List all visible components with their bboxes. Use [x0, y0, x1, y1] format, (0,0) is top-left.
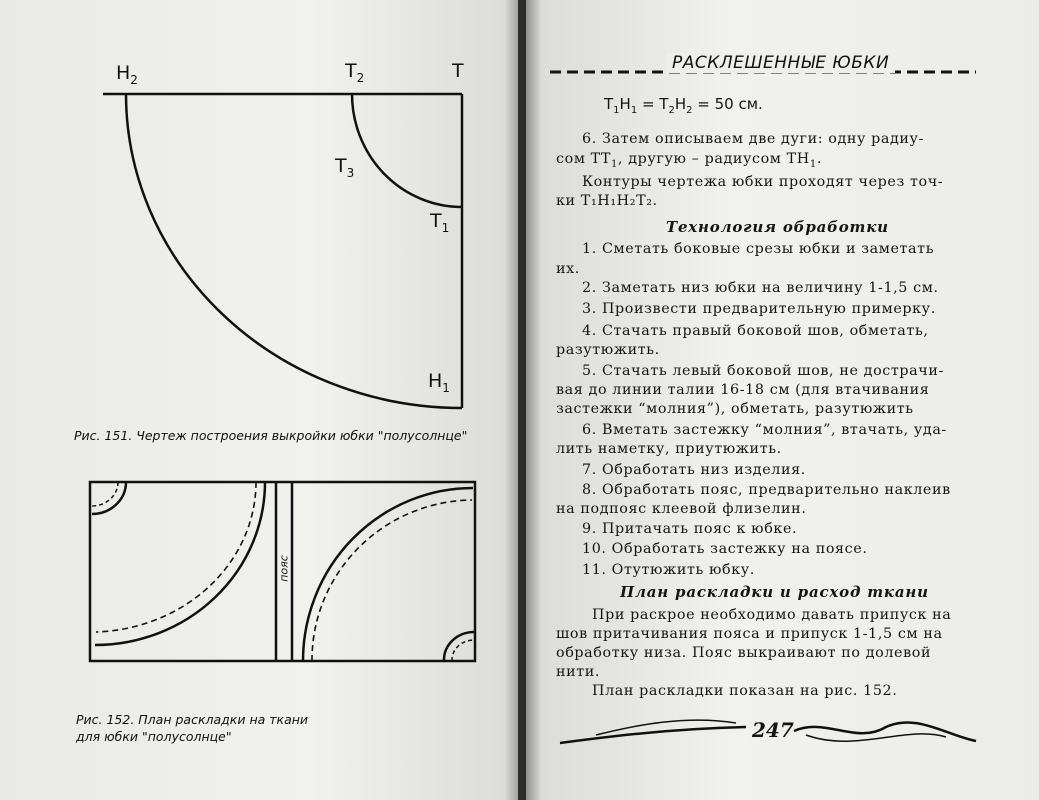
formula: $Т_1Н_1 = Т_2Н_2 = 50$ см.	[604, 95, 763, 116]
plan-reference: План раскладки показан на рис. 152.	[592, 683, 898, 699]
tech-item: 3. Произвести предварительную примерку.	[582, 301, 936, 317]
label-t2: $Т_2$	[345, 60, 365, 85]
step6-line1: 6. Затем описываем две дуги: одну радиу-	[582, 131, 925, 147]
step6-line2: сом $ТТ_1$, другую – радиусом $ТН_1$.	[556, 151, 822, 170]
tech-item-continuation: их.	[556, 261, 580, 277]
tech-heading: Технология обработки	[666, 218, 889, 236]
running-head-rule	[526, 0, 1039, 100]
tech-item: 2. Заметать низ юбки на величину 1-1,5 см.	[582, 280, 939, 296]
label-t1: $Т_1$	[430, 210, 450, 235]
tech-item: 6. Вметать застежку “молния”, втачать, уда-	[582, 422, 947, 438]
tech-item-continuation: вая до линии талии 16-18 см (для втачивания	[556, 382, 930, 398]
plan-paragraph-line: обработку низа. Пояс выкраивают по долевой	[556, 645, 932, 661]
label-t3: $Т_3$	[335, 155, 355, 180]
plan-paragraph-line: нити.	[556, 664, 601, 680]
tech-item: 9. Притачать пояс к юбке.	[582, 521, 798, 537]
plan-paragraph-line: шов притачивания пояса и припуск 1-1,5 см на	[556, 626, 943, 642]
label-t: Т	[452, 60, 464, 82]
belt-label: пояс	[277, 555, 291, 582]
running-head: РАСКЛЕШЕННЫЕ ЮБКИ	[666, 53, 895, 73]
tech-item: 4. Стачать правый боковой шов, обметать,	[582, 323, 929, 339]
right-page	[526, 0, 1039, 800]
tech-item-continuation: разутюжить.	[556, 342, 660, 358]
tech-item: 8. Обработать пояс, предварительно наклеив	[582, 482, 951, 498]
fig152-drawing	[0, 470, 520, 720]
tech-item-continuation: лить наметку, приутюжить.	[556, 441, 782, 457]
plan-heading: План раскладки и расход ткани	[620, 583, 929, 601]
page-number-ornament	[526, 705, 1039, 785]
tech-item: 7. Обработать низ изделия.	[582, 462, 806, 478]
tech-item-continuation: на подпояс клеевой флизелин.	[556, 501, 807, 517]
contours-line2: ки Т₁Н₁Н₂Т₂.	[556, 193, 658, 209]
fig152-caption-line1: Рис. 152. План раскладки на ткани	[76, 712, 309, 727]
page-number: 247	[752, 718, 794, 742]
tech-item: 1. Сметать боковые срезы юбки и заметать	[582, 241, 935, 257]
tech-item-continuation: застежки “молния”), обметать, разутюжить	[556, 401, 914, 417]
label-n2: $Н_2$	[116, 62, 138, 87]
contours-line1: Контуры чертежа юбки проходят через точ-	[582, 174, 944, 190]
plan-paragraph-line: При раскрое необходимо давать припуск на	[592, 607, 952, 623]
label-n1: $Н_1$	[428, 370, 450, 395]
tech-item: 11. Отутюжить юбку.	[582, 562, 755, 578]
fig152-caption-line2: для юбки "полусолнце"	[76, 729, 232, 744]
fig151-caption: Рис. 151. Чертеж построения выкройки юбки "полусолнце"	[74, 428, 468, 443]
tech-item: 5. Стачать левый боковой шов, не дострачи-	[582, 363, 944, 379]
tech-item: 10. Обработать застежку на поясе.	[582, 541, 868, 557]
